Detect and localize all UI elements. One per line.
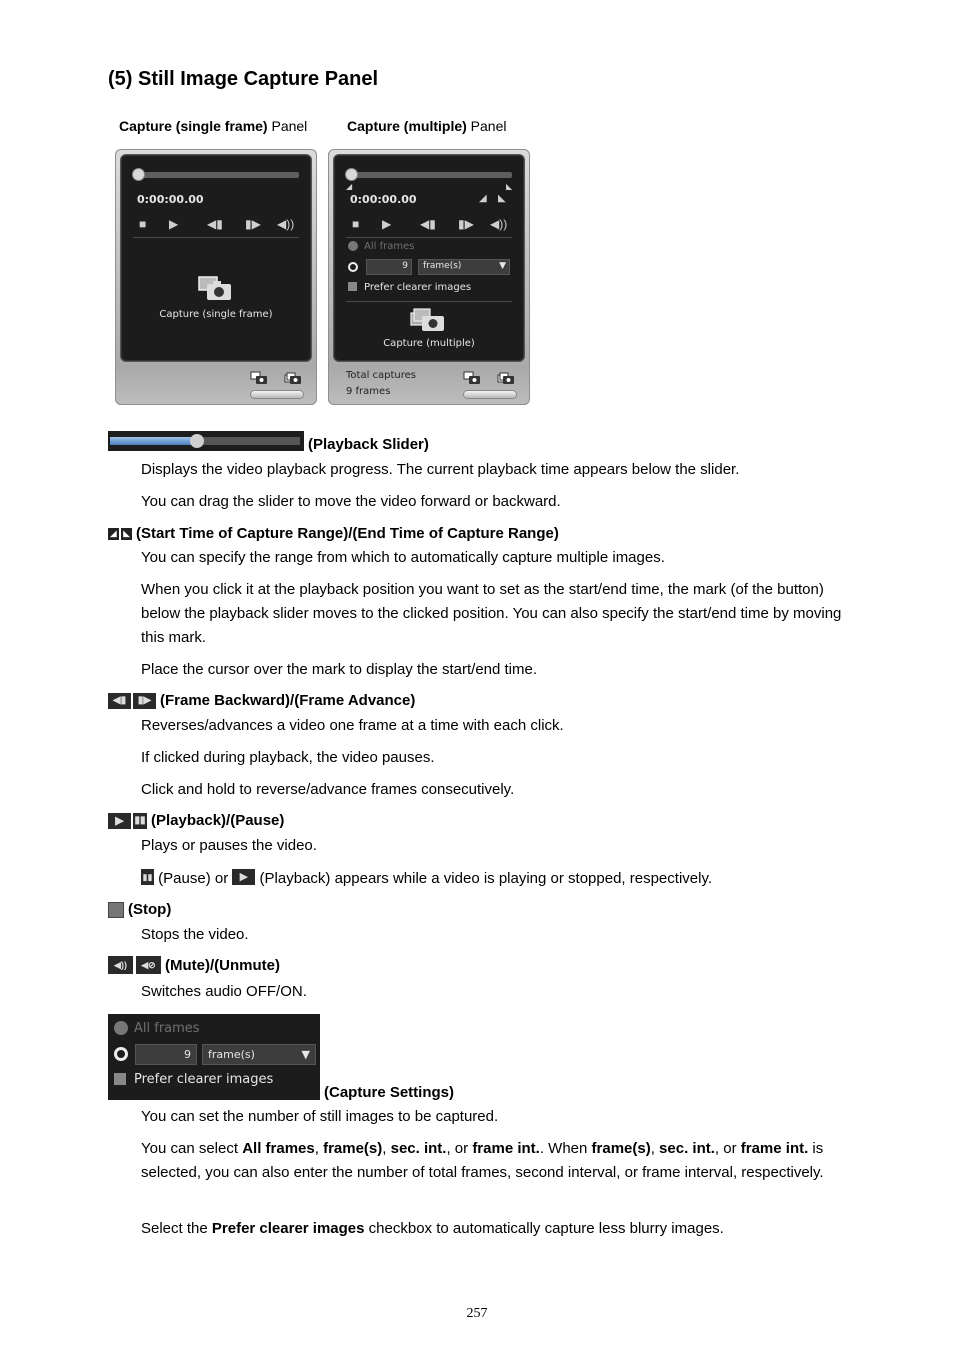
term-playback-pause: ▶ ▮▮ (Playback)/(Pause) [108,812,284,829]
volume-icon: ◀)) [108,956,133,974]
mute-icon: ◀⊘ [136,956,161,974]
capture-multiple-camera-icon[interactable] [410,307,448,333]
multiple-panel-caption: Capture (multiple) Panel [347,118,507,134]
slider-knob[interactable] [346,169,357,180]
range-desc-1: You can specify the range from which to automatically capture multiple images. [141,549,665,566]
chevron-down-icon: ▼ [301,1048,310,1061]
term-stop: (Stop) [108,901,171,918]
count-radio[interactable] [114,1047,128,1061]
play-icon: ▶ [108,813,131,829]
play-icon: ▶ [232,869,255,885]
slider-knob[interactable] [133,169,144,180]
start-time-button-icon[interactable]: ◢ [479,193,487,204]
panel-toggle-button[interactable] [464,391,516,398]
total-captures-label: Total captures [346,370,417,381]
frame-desc-1: Reverses/advances a video one frame at a time with each click. [141,717,564,734]
page-number: 257 [466,1306,488,1321]
all-frames-radio[interactable] [348,241,358,251]
volume-icon[interactable]: ◀)) [490,217,508,231]
prefer-clearer-checkbox[interactable] [348,282,357,291]
play-desc-1: Plays or pauses the video. [141,837,317,854]
prefer-clearer-label: Prefer clearer images [364,282,472,293]
capture-multiple-label[interactable]: Capture (multiple) [383,338,475,349]
all-frames-radio[interactable] [114,1021,128,1035]
section-heading: (5) Still Image Capture Panel [108,68,379,90]
panel-toggle-button[interactable] [251,391,303,398]
settings-desc-1: You can set the number of still images to be captured. [141,1108,499,1125]
frame-backward-icon[interactable]: ◀▮ [207,217,223,231]
range-start-icon: ◢ [108,528,119,540]
frame-desc-3: Click and hold to reverse/advance frames consecutively. [141,781,515,798]
playback-slider[interactable] [352,172,512,178]
slider-desc-2: You can drag the slider to move the video forward or backward. [141,493,561,510]
single-panel-caption: Capture (single frame) Panel [119,118,308,134]
range-desc-2: When you click it at the playback position you want to set as the start/end time, the mark (of the button) below the playback slider moves to the clicked position. You can also specify the start/end time by moving this mark. [141,581,842,646]
term-frame-step: ◀▮ ▮▶ (Frame Backward)/(Frame Advance) [108,692,415,709]
frame-desc-2: If clicked during playback, the video pauses. [141,749,435,766]
playback-slider-icon [108,431,304,451]
frame-backward-icon: ◀▮ [108,693,131,709]
multiple-panel-screenshot [328,149,530,405]
stop-icon [108,902,124,918]
stop-desc-1: Stops the video. [141,926,249,943]
single-frame-panel-screenshot [115,149,317,405]
capture-single-label[interactable]: Capture (single frame) [159,309,273,320]
stop-icon[interactable]: ■ [352,217,360,231]
unit-select[interactable]: frame(s) ▼ [418,259,510,275]
chevron-down-icon: ▼ [499,261,506,271]
range-end-mark-icon[interactable]: ◣ [506,182,513,191]
volume-icon[interactable]: ◀)) [277,217,295,231]
capture-multiple-icon-small[interactable] [497,371,515,385]
settings-desc-2: You can select All frames, frame(s), sec. int., or frame int.. When frame(s), sec. int., or frame int. is selected, you can also enter the number of total frames, second interval, or frame interval, respectively. [141,1140,824,1181]
all-frames-label: All frames [134,1021,200,1036]
frame-advance-icon[interactable]: ▮▶ [245,217,261,231]
slider-desc-1: Displays the video playback progress. The current playback time appears below the slider. [141,461,740,478]
range-desc-3: Place the cursor over the mark to display the start/end time. [141,661,538,678]
playback-time: 0:00:00.00 [350,193,417,206]
term-playback-slider: (Playback Slider) [108,434,429,454]
total-captures-value: 9 frames [346,386,391,397]
count-radio[interactable] [348,262,358,272]
capture-multiple-icon-small[interactable] [284,371,302,385]
frame-advance-icon: ▮▶ [133,693,156,709]
term-mute: ◀)) ◀⊘ (Mute)/(Unmute) [108,956,280,974]
prefer-clearer-checkbox[interactable] [114,1073,126,1085]
end-time-button-icon[interactable]: ◣ [498,193,506,204]
range-start-mark-icon[interactable]: ◢ [346,182,353,191]
frame-backward-icon[interactable]: ◀▮ [420,217,436,231]
count-input[interactable]: 9 [366,259,412,275]
capture-icon-small[interactable] [250,371,268,385]
settings-desc-3: Select the Prefer clearer images checkbox to automatically capture less blurry images. [141,1220,724,1237]
capture-settings-screenshot [108,1014,320,1100]
play-icon[interactable]: ▶ [382,217,392,231]
term-capture-range: ◢ ◣ (Start Time of Capture Range)/(End Time of Capture Range) [108,525,559,542]
capture-icon-small[interactable] [463,371,481,385]
play-icon[interactable]: ▶ [169,217,179,231]
unit-select[interactable]: frame(s) ▼ [202,1044,316,1065]
count-input[interactable]: 9 [135,1044,197,1065]
mute-desc-1: Switches audio OFF/ON. [141,983,307,1000]
capture-camera-icon[interactable] [197,275,235,303]
prefer-clearer-label: Prefer clearer images [134,1072,274,1087]
all-frames-label: All frames [364,241,415,252]
stop-icon[interactable]: ■ [139,217,147,231]
term-capture-settings: (Capture Settings) [324,1084,455,1101]
pause-icon: ▮▮ [133,813,147,829]
playback-slider[interactable] [139,172,299,178]
range-end-icon: ◣ [121,528,132,540]
frame-advance-icon[interactable]: ▮▶ [458,217,474,231]
play-desc-2: ▮▮ (Pause) or ▶ (Playback) appears while a video is playing or stopped, respectively. [142,870,713,887]
playback-time: 0:00:00.00 [137,193,204,206]
pause-icon: ▮▮ [141,869,154,885]
